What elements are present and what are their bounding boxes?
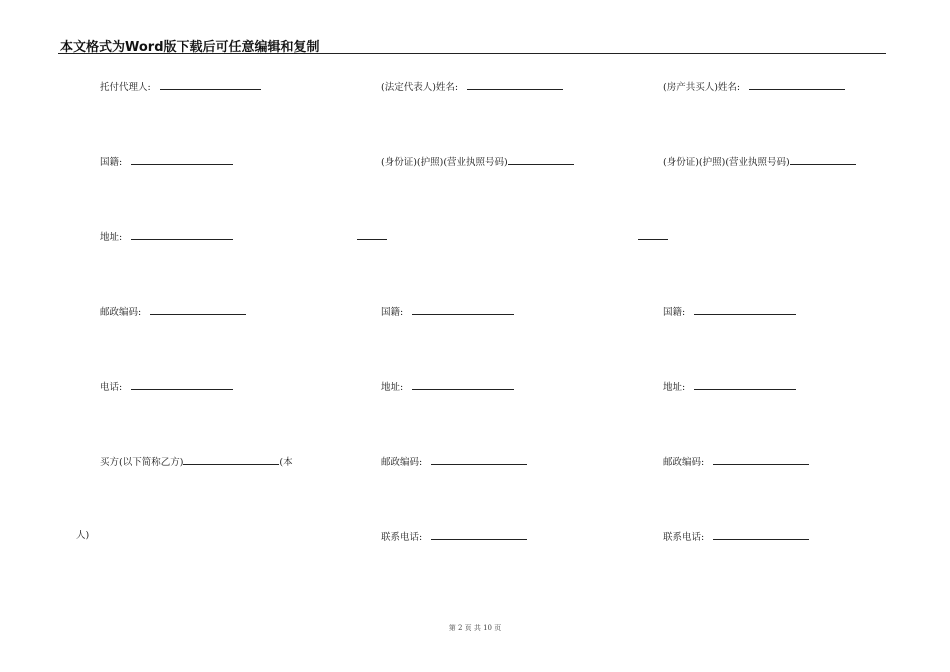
seller-contact-phone-label: 联系电话: — [381, 532, 423, 543]
seller-address-label: 地址: — [381, 382, 404, 393]
co-buyer-id-blank[interactable] — [790, 155, 856, 165]
seller-nationality-blank[interactable] — [412, 305, 514, 315]
buyer-suffix-line — [76, 530, 89, 542]
nationality-field — [100, 155, 233, 169]
phone-field — [100, 380, 233, 394]
phone-blank[interactable] — [131, 380, 233, 390]
co-buyer-name-field — [663, 80, 845, 94]
legal-rep-id-field — [381, 155, 574, 169]
legal-rep-name-field — [381, 80, 563, 94]
agent-blank[interactable] — [160, 80, 261, 90]
legal-rep-name-blank[interactable] — [467, 80, 563, 90]
buyer-suffix-2: 人) — [76, 530, 90, 541]
co-buyer-id-continuation-blank[interactable] — [638, 230, 668, 240]
legal-rep-id-continuation-blank[interactable] — [357, 230, 387, 240]
seller-address-blank[interactable] — [412, 380, 514, 390]
postcode-blank[interactable] — [150, 305, 246, 315]
phone-label: 电话: — [100, 382, 123, 393]
postcode-field — [100, 305, 246, 319]
buyer-suffix-1: (本 — [279, 457, 293, 468]
legal-rep-id-label: (身份证)(护照)(营业执照号码) — [381, 157, 508, 168]
co-buyer-address-field — [663, 380, 796, 394]
seller-nationality-label: 国籍: — [381, 307, 404, 318]
legal-rep-id-blank[interactable] — [508, 155, 574, 165]
buyer-label: 买方(以下简称乙方) — [100, 457, 184, 468]
address-label: 地址: — [100, 232, 123, 243]
agent-label: 托付代理人: — [100, 82, 151, 93]
co-buyer-nationality-field — [663, 305, 796, 319]
postcode-label: 邮政编码: — [100, 307, 142, 318]
co-buyer-postcode-field — [663, 455, 809, 469]
co-buyer-postcode-blank[interactable] — [713, 455, 809, 465]
co-buyer-address-label: 地址: — [663, 382, 686, 393]
co-buyer-address-blank[interactable] — [694, 380, 796, 390]
seller-postcode-blank[interactable] — [431, 455, 527, 465]
seller-postcode-label: 邮政编码: — [381, 457, 423, 468]
legal-rep-id-continuation — [357, 230, 387, 244]
co-buyer-id-continuation — [638, 230, 668, 244]
document-header-title: 本文格式为Word版下载后可任意编辑和复制 — [60, 40, 320, 55]
page-number: 第 2 页 共 10 页 — [448, 624, 502, 632]
co-buyer-id-field — [663, 155, 856, 169]
seller-contact-phone-field — [381, 530, 527, 544]
seller-address-field — [381, 380, 514, 394]
co-buyer-contact-phone-label: 联系电话: — [663, 532, 705, 543]
seller-postcode-field — [381, 455, 527, 469]
legal-rep-name-label: (法定代表人)姓名: — [381, 82, 459, 93]
seller-contact-phone-blank[interactable] — [431, 530, 527, 540]
address-blank[interactable] — [131, 230, 233, 240]
header-divider — [58, 53, 886, 54]
seller-nationality-field — [381, 305, 514, 319]
nationality-label: 国籍: — [100, 157, 123, 168]
co-buyer-name-blank[interactable] — [749, 80, 845, 90]
co-buyer-name-label: (房产共买人)姓名: — [663, 82, 741, 93]
co-buyer-nationality-blank[interactable] — [694, 305, 796, 315]
co-buyer-nationality-label: 国籍: — [663, 307, 686, 318]
co-buyer-contact-phone-field — [663, 530, 809, 544]
co-buyer-postcode-label: 邮政编码: — [663, 457, 705, 468]
nationality-blank[interactable] — [131, 155, 233, 165]
address-field — [100, 230, 233, 244]
buyer-field — [100, 455, 293, 469]
agent-field — [100, 80, 261, 94]
co-buyer-id-label: (身份证)(护照)(营业执照号码) — [663, 157, 790, 168]
co-buyer-contact-phone-blank[interactable] — [713, 530, 809, 540]
buyer-blank[interactable] — [183, 455, 279, 465]
